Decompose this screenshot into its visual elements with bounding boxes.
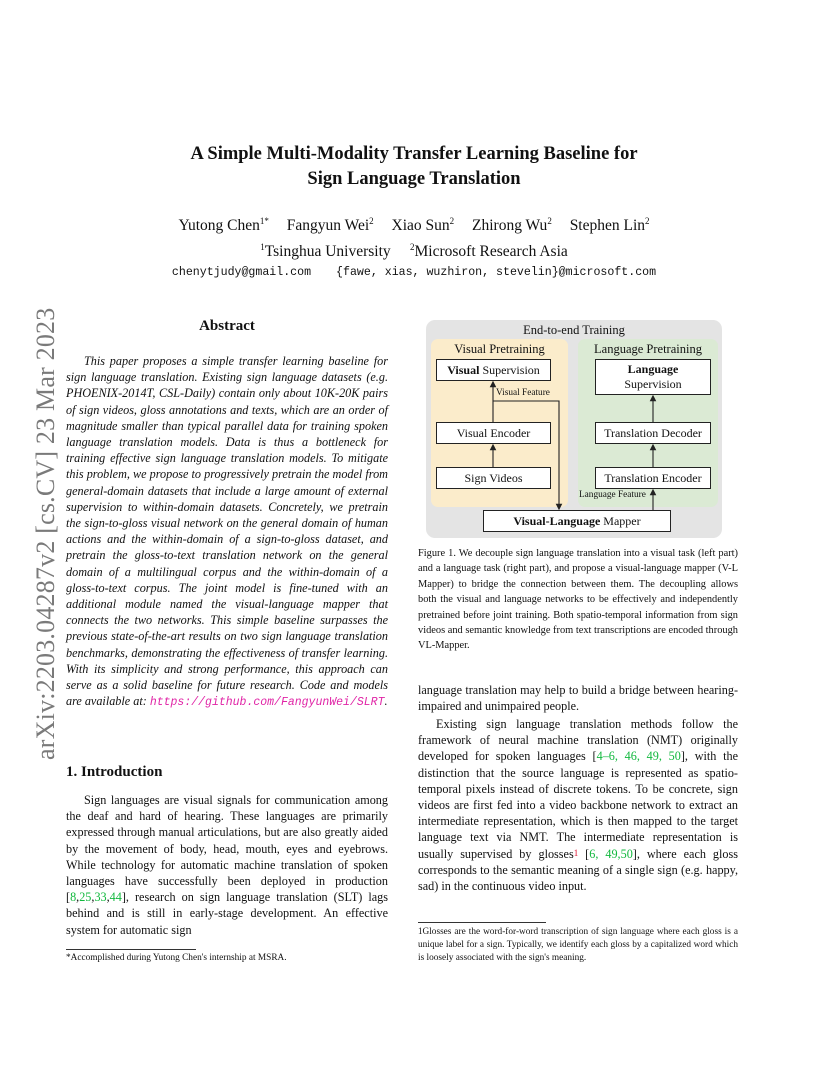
abstract-body: This paper proposes a simple transfer learning baseline for sign language translation. Existing sign language datasets (e.g. PHOENIX-2014T, CSL-Daily) contain only about 10K-20K pairs of sign videos, gloss annotations and texts, which are an order of magnitude smaller than typical parallel data for training spoken language translation models. Data is thus a bottleneck for training effective sign language translation models. To mitigate this problem, we propose to progressively pretrain the model from general-domain datasets that include a large amount of external supervision to within-domain datasets. Concretely, we pretrain the sign-to-gloss visual network on the general domain of human actions and the within-domain of a sign-to-gloss dataset, and pretrain the gloss-to-text translation network on the general domain of a multilingual corpus and the within-domain of a gloss-to-text corpus. The joint model is fine-tuned with an additional module named the visual-language mapper that connects the two networks. This simple baseline surpasses the previous state-of-the-art results on two sign language translation benchmarks, demonstrating the effectiveness of transfer learning. With its simplicity and strong performance, this approach can serve as a solid baseline for future research. Code and models are available at: https://github.com/FangyunWei/SLRT.: [66, 354, 388, 710]
footnote-right: $^1$Glosses are the word-for-word transcription of sign language where each gloss is a unique label for a sign. Typically, we identify each gloss by a capitalized word which is loosely associated with the sign's meaning.: [418, 926, 738, 964]
footnote-rule: [66, 949, 196, 950]
section-heading-introduction: 1. Introduction: [66, 764, 163, 780]
footnote-rule: [418, 922, 546, 923]
language-feature-label: Language Feature: [579, 490, 646, 500]
figure-caption: Figure 1. We decouple sign language translation into a visual task (left part) and a language task (right part), and propose a visual-language mapper (V-L Mapper) to bridge the connection between them. The decoupling allows both the visual and language networks to be effectively and independently pretrained before joint training. Both spatio-temporal information from sign videos and semantic knowledge from text transcriptions are encoded through VL-Mapper.: [418, 548, 738, 652]
translation-decoder-box: Translation Decoder: [595, 422, 711, 444]
citation[interactable]: 25: [79, 890, 92, 905]
citation[interactable]: 6, 49,50: [589, 846, 633, 861]
email: chenytjudy@gmail.com: [171, 266, 312, 279]
translation-encoder-box: Translation Encoder: [595, 467, 711, 489]
author: Fangyun Wei$^2$: [286, 216, 374, 234]
abstract-heading: Abstract: [199, 318, 255, 334]
right-paragraph-2: Existing sign language translation methods follow the framework of neural machine translation (NMT) originally developed for spoken languages [4–6, 46, 49, 50], with the distinction that the source language is represented as spatio-temporal pixels instead of discrete tokens. To be concrete, sign videos are first fed into a video backbone network to extract an intermediate representation, which is then mapped to the target language text via NMT. The intermediate representation is usually supervised by glosses$^1$ [6, 49,50], where each gloss corresponds to the semantic meaning of a single sign (e.g. happy, sad) in the continuous video input.: [418, 717, 738, 894]
citation[interactable]: 4–6, 46, 49, 50: [596, 749, 681, 764]
figure-arrows: [426, 320, 722, 538]
affiliations: [60, 243, 768, 261]
visual-pretraining-label: Visual Pretraining: [454, 342, 545, 356]
emails: [60, 266, 768, 279]
affiliation: $^1$Tsinghua University: [260, 242, 391, 260]
title-line-1: A Simple Multi-Modality Transfer Learning Baseline for: [190, 144, 638, 164]
author: Stephen Lin$^2$: [569, 216, 650, 234]
footnote-marker[interactable]: 1: [573, 847, 579, 858]
footnote-left: *Accomplished during Yutong Chen's internship at MSRA.: [66, 953, 287, 963]
email: {fawe, xias, wuzhiron, stevelin}@microsoft.com: [336, 266, 657, 279]
paper-title: [100, 142, 728, 192]
visual-supervision-box: Visual Supervision: [436, 359, 551, 381]
title-line-2: Sign Language Translation: [307, 169, 521, 189]
citation[interactable]: 44: [109, 890, 122, 905]
intro-paragraph: Sign languages are visual signals for communication among the deaf and hard of hearing. These languages are primarily expressed through manual articulations, but are also greatly aided by the movement of body, head, mouth, eyes and eyebrows. While technology for automatic machine translation of spoken languages have successfully been deployed in production [8,25,33,44], research on sign language translation (SLT) lags behind and is still in early-stage development. An effective system for automatic sign: [66, 793, 388, 937]
visual-encoder-box: Visual Encoder: [436, 422, 551, 444]
right-paragraph-1: language translation may help to build a bridge between hearing-impaired and unimpaired people.: [418, 683, 738, 714]
arxiv-identifier: [9, 282, 60, 760]
end-to-end-training-label: End-to-end Training: [523, 323, 625, 337]
citation[interactable]: 8: [70, 890, 77, 905]
affiliation: $^2$Microsoft Research Asia: [410, 242, 568, 260]
figure-diagram: [426, 320, 722, 538]
arrow-visual-feature: [493, 401, 559, 507]
author-list: [60, 217, 768, 235]
citation[interactable]: 33: [94, 890, 107, 905]
visual-feature-label: Visual Feature: [496, 388, 550, 398]
language-supervision-box: Language Supervision: [595, 359, 711, 395]
arxiv-identifier-text: arXiv:2203.04287v2 [cs.CV] 23 Mar 2023: [31, 307, 60, 760]
author: Xiao Sun$^2$: [391, 216, 455, 234]
language-pretraining-label: Language Pretraining: [594, 342, 702, 356]
author: Yutong Chen$^{1*}$: [178, 216, 269, 234]
code-link[interactable]: https://github.com/FangyunWei/SLRT: [149, 696, 385, 710]
author: Zhirong Wu$^2$: [472, 216, 552, 234]
sign-videos-box: Sign Videos: [436, 467, 551, 489]
visual-language-mapper-box: Visual-Language Mapper: [483, 510, 671, 532]
